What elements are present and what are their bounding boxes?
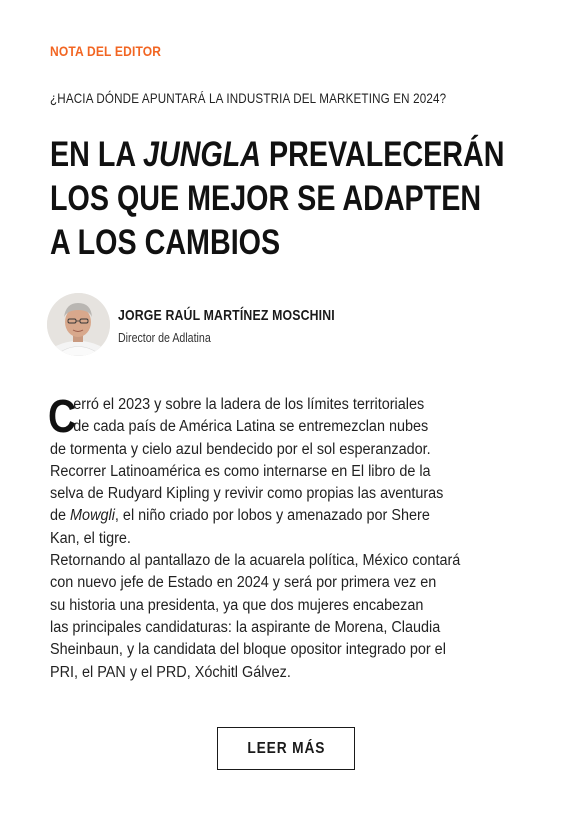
body-line: PRI, el PAN y el PRD, Xóchitl Gálvez.: [50, 663, 291, 681]
author-role: Director de Adlatina: [118, 331, 211, 345]
body-line: de cada país de América Latina se entremezclan nubes: [73, 418, 429, 436]
body-line: selva de Rudyard Kipling y revivir como propias las aventuras: [50, 485, 444, 503]
body-line-end: , el niño criado por lobos y amenazado por Shere: [114, 507, 430, 525]
article-headline: [50, 133, 509, 265]
headline-line-1-start: EN LA: [50, 135, 144, 174]
body-line: con nuevo jefe de Estado en 2024 y será por primera vez en: [50, 574, 437, 592]
body-line: de tormenta y cielo azul bendecido por el sol esperanzador.: [50, 440, 431, 458]
read-more-label: LEER MÁS: [247, 739, 325, 757]
headline-line-1: [50, 133, 509, 177]
body-line: Retornando al pantallazo de la acuarela política, México contará: [50, 552, 461, 570]
body-line: su historia una presidenta, ya que dos mujeres encabezan: [50, 596, 424, 614]
body-emphasis: Mowgli: [70, 507, 115, 525]
body-line: Kan, el tigre.: [50, 529, 131, 547]
article-subtitle: ¿HACIA DÓNDE APUNTARÁ LA INDUSTRIA DEL MARKETING EN 2024?: [50, 90, 447, 106]
body-line: [50, 505, 534, 527]
body-line: Recorrer Latinoamérica es como internarse en El libro de la: [50, 462, 431, 480]
body-line: las principales candidaturas: la aspirante de Morena, Claudia: [50, 618, 441, 636]
headline-line-1-end: PREVALECERÁN: [261, 135, 505, 174]
section-kicker: NOTA DEL EDITOR: [50, 43, 162, 59]
drop-cap: C: [48, 390, 77, 442]
headline-line-2: LOS QUE MEJOR SE ADAPTEN: [50, 179, 482, 218]
author-portrait-icon: [47, 293, 110, 356]
article-body: [48, 390, 570, 684]
author-name: JORGE RAÚL MARTÍNEZ MOSCHINI: [118, 307, 335, 324]
headline-line-3: A LOS CAMBIOS: [50, 223, 281, 262]
headline-emphasis: JUNGLA: [143, 135, 262, 174]
read-more-button[interactable]: [217, 727, 355, 770]
body-line: erró el 2023 y sobre la ladera de los límites territoriales: [73, 396, 425, 413]
author-avatar: [47, 293, 110, 356]
body-line-start: de: [50, 507, 71, 525]
body-line: Sheinbaun, y la candidata del bloque opositor integrado por el: [50, 641, 446, 659]
